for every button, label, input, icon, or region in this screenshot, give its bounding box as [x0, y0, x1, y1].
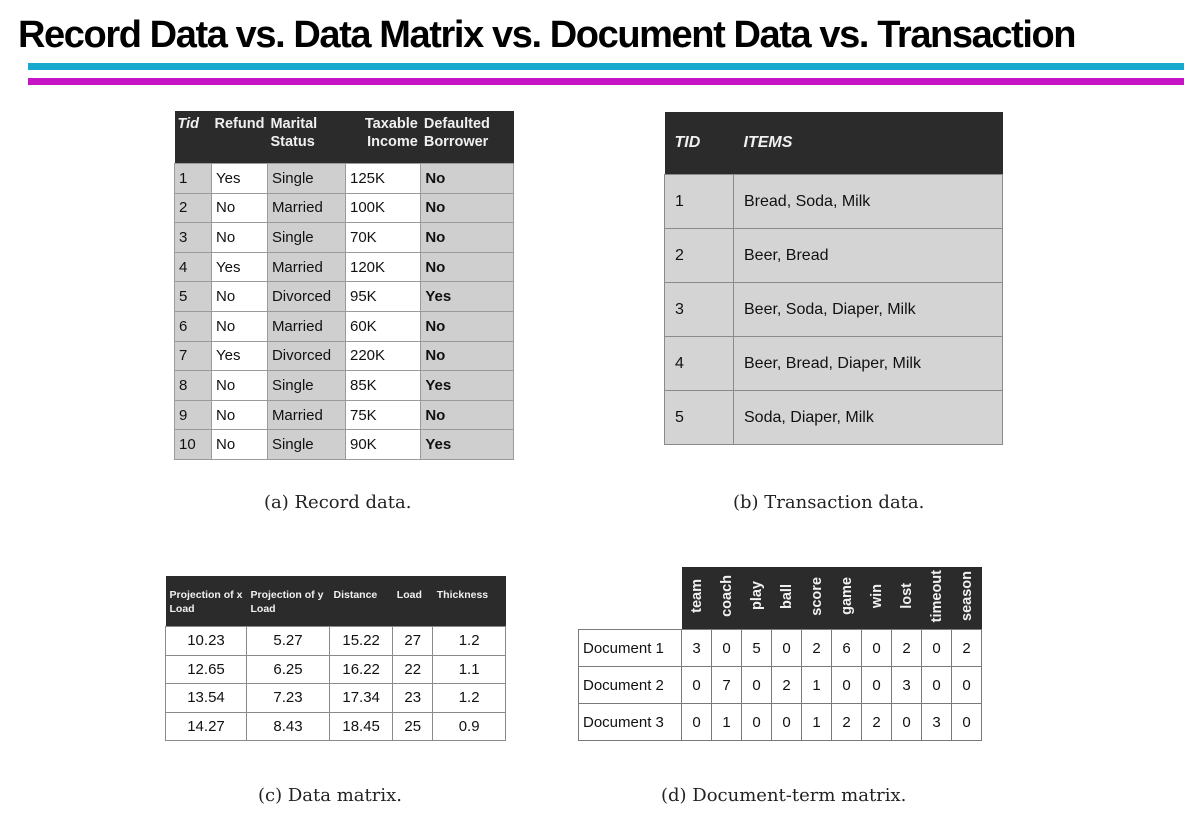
- table-cell: Married: [267, 311, 345, 341]
- table-cell: 60K: [345, 311, 420, 341]
- column-header: Defaulted Borrower: [421, 111, 514, 164]
- table-cell: 2: [175, 193, 212, 223]
- table-cell: 6: [175, 311, 212, 341]
- term-header: [862, 567, 892, 630]
- table-cell: 4: [175, 252, 212, 282]
- term-header: [922, 567, 952, 630]
- table-cell: 14.27: [166, 712, 247, 741]
- term-header: [742, 567, 772, 630]
- table-cell: No: [421, 223, 514, 253]
- table-cell: 2: [832, 704, 862, 741]
- document-label: Document 2: [579, 667, 682, 704]
- table-cell: Beer, Bread, Diaper, Milk: [734, 337, 1003, 391]
- caption-data-matrix: (c) Data matrix.: [258, 785, 402, 806]
- column-header: Load: [393, 576, 433, 627]
- title-underline-magenta: [28, 78, 1184, 85]
- column-header: Distance: [330, 576, 393, 627]
- table-cell: 23: [393, 684, 433, 713]
- table-cell: 6.25: [247, 655, 330, 684]
- table-cell: Divorced: [267, 282, 345, 312]
- table-cell: 1.2: [433, 684, 506, 713]
- table-cell: 2: [802, 630, 832, 667]
- column-header: Projection of x Load: [166, 576, 247, 627]
- table-cell: No: [212, 223, 268, 253]
- table-cell: 3: [665, 283, 734, 337]
- table-cell: 0: [772, 704, 802, 741]
- table-cell: Beer, Soda, Diaper, Milk: [734, 283, 1003, 337]
- corner-cell: [579, 567, 682, 630]
- table-cell: 2: [665, 229, 734, 283]
- table-row: [579, 667, 982, 704]
- table-cell: 5: [665, 391, 734, 445]
- term-label: season: [958, 571, 975, 621]
- table-row: [665, 175, 1003, 229]
- table-cell: 12.65: [166, 655, 247, 684]
- table-cell: 0.9: [433, 712, 506, 741]
- table-header-row: [166, 576, 506, 627]
- table-cell: 1.1: [433, 655, 506, 684]
- table-row: [166, 627, 506, 656]
- table-row: [175, 252, 514, 282]
- table-cell: No: [212, 193, 268, 223]
- table-header-row: [175, 111, 514, 164]
- term-label: play: [748, 581, 765, 611]
- column-header: ITEMS: [734, 112, 1003, 175]
- table-cell: 0: [712, 630, 742, 667]
- table-row: [166, 684, 506, 713]
- table-cell: Yes: [212, 341, 268, 371]
- table-cell: 1: [802, 704, 832, 741]
- table-cell: Soda, Diaper, Milk: [734, 391, 1003, 445]
- term-label: game: [838, 577, 855, 615]
- table-row: [175, 371, 514, 401]
- record-data-table: [174, 111, 514, 460]
- table-cell: 7: [175, 341, 212, 371]
- table-cell: 17.34: [330, 684, 393, 713]
- table-cell: 0: [922, 667, 952, 704]
- table-cell: 27: [393, 627, 433, 656]
- table-cell: 2: [952, 630, 982, 667]
- table-row: [665, 283, 1003, 337]
- table-cell: 0: [682, 667, 712, 704]
- term-label: coach: [718, 575, 735, 617]
- table-cell: 9: [175, 400, 212, 430]
- table-cell: 15.22: [330, 627, 393, 656]
- column-header: Refund: [212, 111, 268, 164]
- table-cell: No: [212, 400, 268, 430]
- table-cell: Divorced: [267, 341, 345, 371]
- table-cell: 0: [892, 704, 922, 741]
- document-term-matrix-table: [578, 567, 982, 741]
- table-cell: 6: [832, 630, 862, 667]
- table-cell: Single: [267, 430, 345, 460]
- term-header: [892, 567, 922, 630]
- table-cell: 0: [682, 704, 712, 741]
- table-cell: 3: [682, 630, 712, 667]
- table-cell: 0: [862, 667, 892, 704]
- column-header: Projection of y Load: [247, 576, 330, 627]
- table-cell: 25: [393, 712, 433, 741]
- table-cell: 5: [175, 282, 212, 312]
- table-cell: No: [421, 164, 514, 194]
- term-label: ball: [778, 583, 795, 609]
- table-cell: 7: [712, 667, 742, 704]
- column-header: TID: [665, 112, 734, 175]
- term-header: [952, 567, 982, 630]
- table-cell: 0: [952, 704, 982, 741]
- table-cell: No: [212, 371, 268, 401]
- table-cell: Beer, Bread: [734, 229, 1003, 283]
- table-row: [175, 193, 514, 223]
- table-row: [175, 341, 514, 371]
- table-cell: 125K: [345, 164, 420, 194]
- term-label: win: [868, 583, 885, 609]
- table-cell: Married: [267, 400, 345, 430]
- table-cell: Married: [267, 252, 345, 282]
- table-cell: 75K: [345, 400, 420, 430]
- table-header-row: [665, 112, 1003, 175]
- table-cell: Yes: [212, 164, 268, 194]
- table-cell: No: [212, 282, 268, 312]
- table-row: [665, 229, 1003, 283]
- table-cell: 13.54: [166, 684, 247, 713]
- transaction-data-table: [664, 112, 1003, 445]
- table-cell: 0: [922, 630, 952, 667]
- table-row: [175, 430, 514, 460]
- table-cell: 2: [772, 667, 802, 704]
- table-cell: 1: [712, 704, 742, 741]
- table-cell: No: [421, 400, 514, 430]
- table-cell: Yes: [212, 252, 268, 282]
- table-cell: No: [212, 311, 268, 341]
- table-cell: Yes: [421, 371, 514, 401]
- term-label: timeout: [928, 569, 945, 623]
- table-cell: 70K: [345, 223, 420, 253]
- table-row: [166, 712, 506, 741]
- table-row: [579, 704, 982, 741]
- document-label: Document 1: [579, 630, 682, 667]
- table-row: [579, 630, 982, 667]
- table-cell: No: [421, 252, 514, 282]
- table-cell: 18.45: [330, 712, 393, 741]
- table-cell: Yes: [421, 430, 514, 460]
- table-cell: 1: [665, 175, 734, 229]
- table-cell: 0: [832, 667, 862, 704]
- table-cell: 0: [772, 630, 802, 667]
- table-row: [665, 391, 1003, 445]
- caption-record-data: (a) Record data.: [264, 492, 412, 513]
- table-cell: Single: [267, 371, 345, 401]
- table-cell: Married: [267, 193, 345, 223]
- column-header: Taxable Income: [345, 111, 420, 164]
- table-cell: 0: [742, 704, 772, 741]
- table-cell: No: [421, 193, 514, 223]
- term-label: lost: [898, 583, 915, 609]
- table-row: [166, 655, 506, 684]
- table-cell: 95K: [345, 282, 420, 312]
- table-cell: 220K: [345, 341, 420, 371]
- column-header: Marital Status: [267, 111, 345, 164]
- table-cell: 16.22: [330, 655, 393, 684]
- table-cell: 100K: [345, 193, 420, 223]
- table-row: [665, 337, 1003, 391]
- table-cell: 1.2: [433, 627, 506, 656]
- table-cell: 3: [175, 223, 212, 253]
- term-header: [682, 567, 712, 630]
- table-row: [175, 282, 514, 312]
- table-cell: No: [421, 311, 514, 341]
- table-cell: 0: [862, 630, 892, 667]
- table-cell: 85K: [345, 371, 420, 401]
- term-header: [802, 567, 832, 630]
- table-cell: 3: [922, 704, 952, 741]
- table-cell: Bread, Soda, Milk: [734, 175, 1003, 229]
- table-cell: 2: [892, 630, 922, 667]
- table-cell: 1: [175, 164, 212, 194]
- table-cell: 10.23: [166, 627, 247, 656]
- data-matrix-table: [165, 576, 506, 741]
- table-row: [175, 400, 514, 430]
- table-cell: 2: [862, 704, 892, 741]
- table-header-row: [579, 567, 982, 630]
- term-header: [712, 567, 742, 630]
- slide-title: Record Data vs. Data Matrix vs. Document Data vs. Transaction: [18, 14, 1076, 56]
- table-cell: 120K: [345, 252, 420, 282]
- table-cell: 5: [742, 630, 772, 667]
- caption-transaction-data: (b) Transaction data.: [733, 492, 925, 513]
- table-row: [175, 164, 514, 194]
- table-cell: 10: [175, 430, 212, 460]
- title-underline-cyan: [28, 63, 1184, 70]
- document-label: Document 3: [579, 704, 682, 741]
- table-row: [175, 223, 514, 253]
- table-cell: Single: [267, 223, 345, 253]
- table-cell: 3: [892, 667, 922, 704]
- column-header: Tid: [175, 111, 212, 164]
- table-cell: No: [421, 341, 514, 371]
- table-cell: Single: [267, 164, 345, 194]
- term-label: team: [688, 579, 705, 613]
- table-cell: 22: [393, 655, 433, 684]
- table-cell: 4: [665, 337, 734, 391]
- table-cell: 1: [802, 667, 832, 704]
- table-cell: 0: [952, 667, 982, 704]
- caption-document-term-matrix: (d) Document-term matrix.: [661, 785, 907, 806]
- table-cell: No: [212, 430, 268, 460]
- term-label: score: [808, 576, 825, 616]
- column-header: Thickness: [433, 576, 506, 627]
- table-cell: 90K: [345, 430, 420, 460]
- table-cell: Yes: [421, 282, 514, 312]
- term-header: [832, 567, 862, 630]
- table-cell: 8.43: [247, 712, 330, 741]
- table-cell: 7.23: [247, 684, 330, 713]
- term-header: [772, 567, 802, 630]
- table-row: [175, 311, 514, 341]
- table-cell: 8: [175, 371, 212, 401]
- table-cell: 0: [742, 667, 772, 704]
- table-cell: 5.27: [247, 627, 330, 656]
